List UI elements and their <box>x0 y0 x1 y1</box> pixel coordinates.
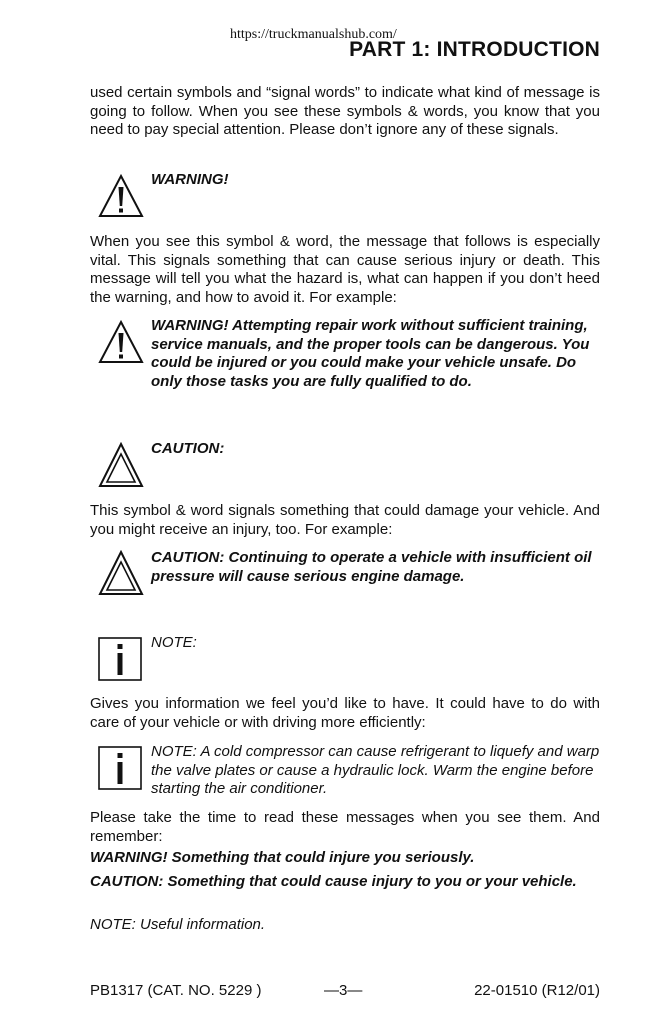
exclamation-triangle-icon <box>98 320 144 364</box>
intro-paragraph: used certain symbols and “signal words” to indicate what kind of message is going to follow. When you see these symbols & words, you know that you need to pay special attention. Please don’t ignore any of these signals. <box>90 84 600 138</box>
warning-label: WARNING! <box>151 171 229 188</box>
caution-triangle-icon <box>98 550 144 596</box>
info-i-icon <box>98 637 142 681</box>
caution-description: This symbol & word signals something that could damage your vehicle. And you might receive an injury, too. For example: <box>90 502 600 538</box>
footer-document-code: 22-01510 (R12/01) <box>474 982 600 999</box>
caution-label: CAUTION: <box>151 440 225 457</box>
source-url[interactable]: https://truckmanualshub.com/ <box>230 27 397 42</box>
footer-publication-number: PB1317 (CAT. NO. 5229 ) <box>90 982 262 999</box>
warning-example: WARNING! Attempting repair work without sufficient training, service manuals, and the proper tools can be dangerous. You could be injured or you could make your vehicle unsafe. Do only those tasks you are fully qualified to do. <box>151 317 590 390</box>
page-title: PART 1: INTRODUCTION <box>349 38 600 61</box>
note-description: Gives you information we feel you’d like to have. It could have to do with care of your vehicle or with driving more efficiently: <box>90 695 600 731</box>
caution-triangle-icon <box>98 442 144 488</box>
info-i-icon <box>98 746 142 790</box>
summary-note: NOTE: Useful information. <box>90 916 266 933</box>
footer-page-number: —3— <box>324 982 363 999</box>
note-example: NOTE: A cold compressor can cause refrigerant to liquefy and warp the valve plates or cause a hydraulic lock. Warm the engine before starting the air conditioner. <box>151 743 600 797</box>
caution-example: CAUTION: Continuing to operate a vehicle with insufficient oil pressure will cause serious engine damage. <box>151 549 592 585</box>
note-label: NOTE: <box>151 634 197 651</box>
warning-description: When you see this symbol & word, the message that follows is especially vital. This signals something that can cause serious injury or death. This message will tell you what the hazard is, what can happen if you don’t heed the warning, and how to avoid it. For example: <box>90 233 600 306</box>
summary-caution: CAUTION: Something that could cause injury to you or your vehicle. <box>90 873 577 890</box>
exclamation-triangle-icon <box>98 174 144 218</box>
summary-warning: WARNING! Something that could injure you seriously. <box>90 849 475 866</box>
closing-paragraph: Please take the time to read these messages when you see them. And remember: <box>90 809 600 845</box>
